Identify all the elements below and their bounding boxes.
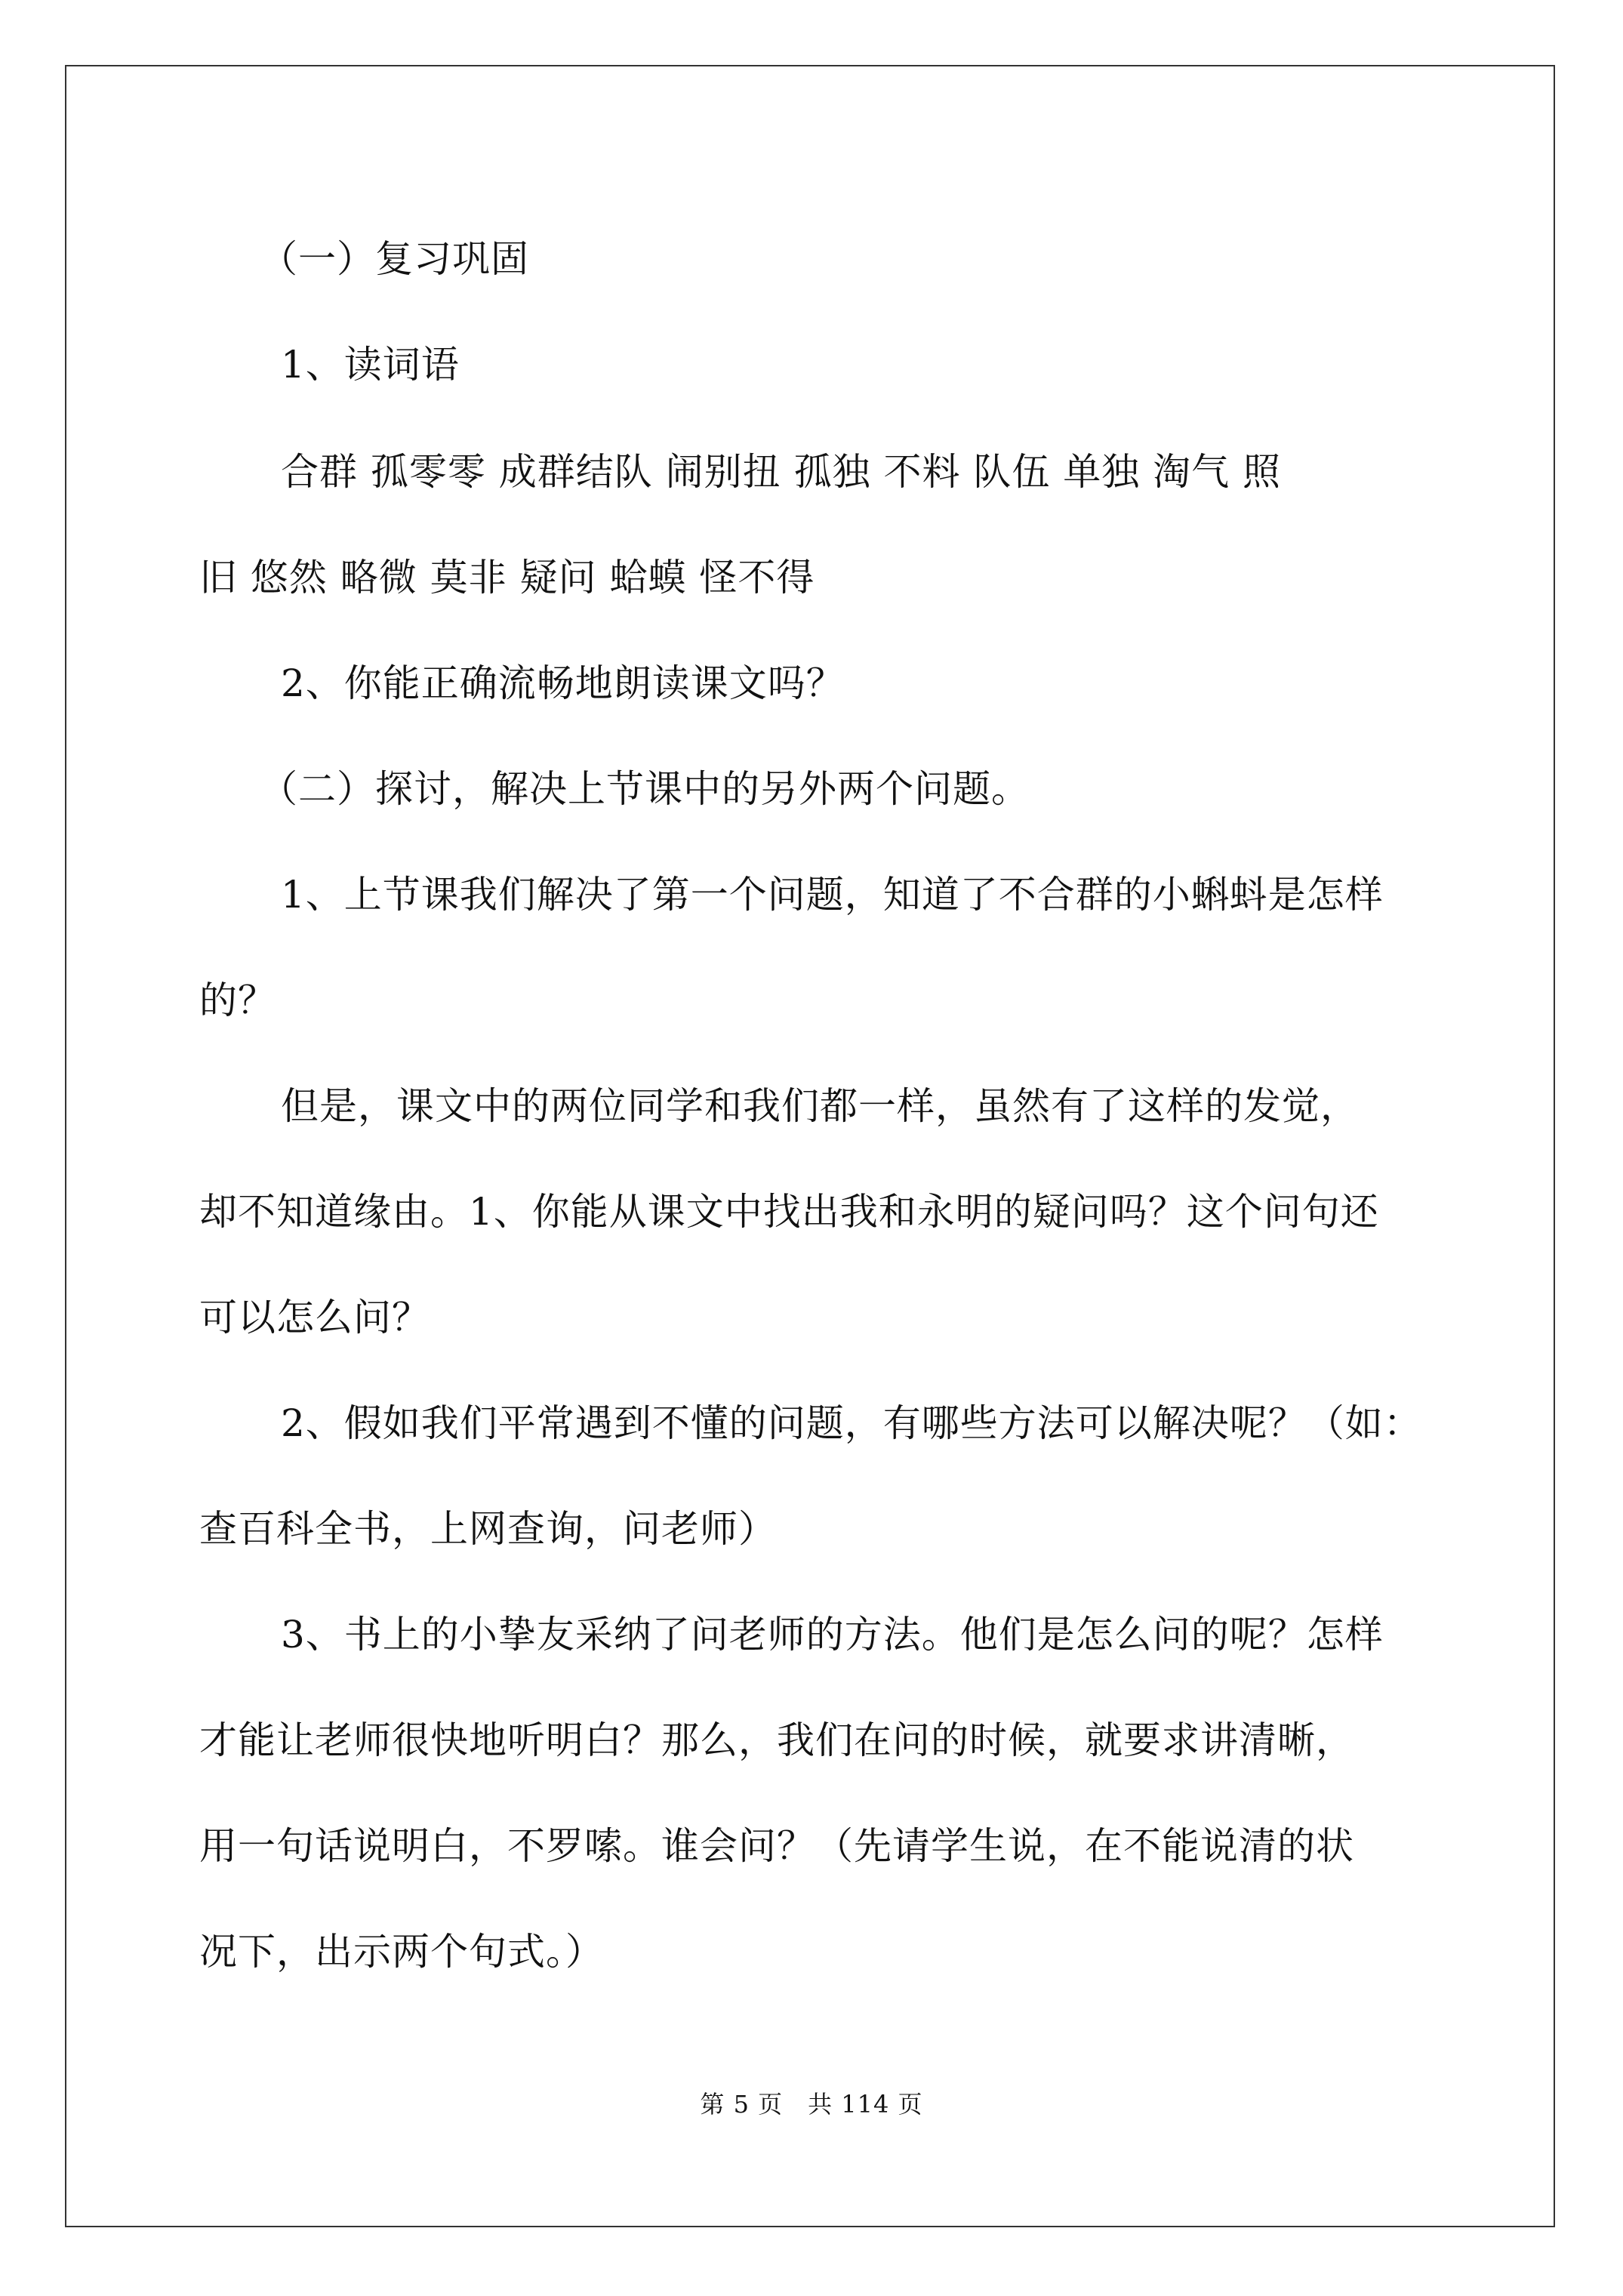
page-number: 第 5 页 共 114 页 <box>700 2090 923 2119</box>
paragraph-line: 的？ <box>199 978 276 1022</box>
paragraph-line: 查百科全书，上网查询，问老师） <box>199 1507 777 1551</box>
paragraph-line: 1、读词语 <box>281 343 460 387</box>
paragraph-line: 3、书上的小挚友采纳了问老师的方法。他们是怎么问的呢？怎样 <box>281 1613 1384 1657</box>
heading-review: （一）复习巩固 <box>260 237 529 281</box>
paragraph-line: 才能让老师很快地听明白？那么，我们在问的时候，就要求讲清晰， <box>199 1718 1354 1762</box>
paragraph-line: 旧 悠然 略微 莫非 疑问 蛤蟆 怪不得 <box>199 556 815 599</box>
paragraph-line: 1、上节课我们解决了第一个问题，知道了不合群的小蝌蚪是怎样 <box>281 873 1384 917</box>
paragraph-line: 但是，课文中的两位同学和我们都一样，虽然有了这样的发觉， <box>281 1084 1359 1128</box>
paragraph-line: 2、假如我们平常遇到不懂的问题，有哪些方法可以解决呢？（如： <box>281 1401 1422 1445</box>
paragraph-line: 2、你能正确流畅地朗读课文吗？ <box>281 661 845 705</box>
paragraph-line: 用一句话说明白，不罗嗦。谁会问？（先请学生说，在不能说清的状 <box>199 1824 1354 1868</box>
paragraph-line: 可以怎么问？ <box>199 1296 430 1339</box>
paragraph-line: 合群 孤零零 成群结队 闹别扭 孤独 不料 队伍 单独 淘气 照 <box>281 450 1282 494</box>
heading-discussion: （二）探讨，解决上节课中的另外两个问题。 <box>260 767 1030 811</box>
paragraph-line: 却不知道缘由。1、你能从课文中找出我和永明的疑问吗？这个问句还 <box>199 1190 1379 1234</box>
paragraph-line: 况下，出示两个句式。） <box>199 1930 604 1974</box>
